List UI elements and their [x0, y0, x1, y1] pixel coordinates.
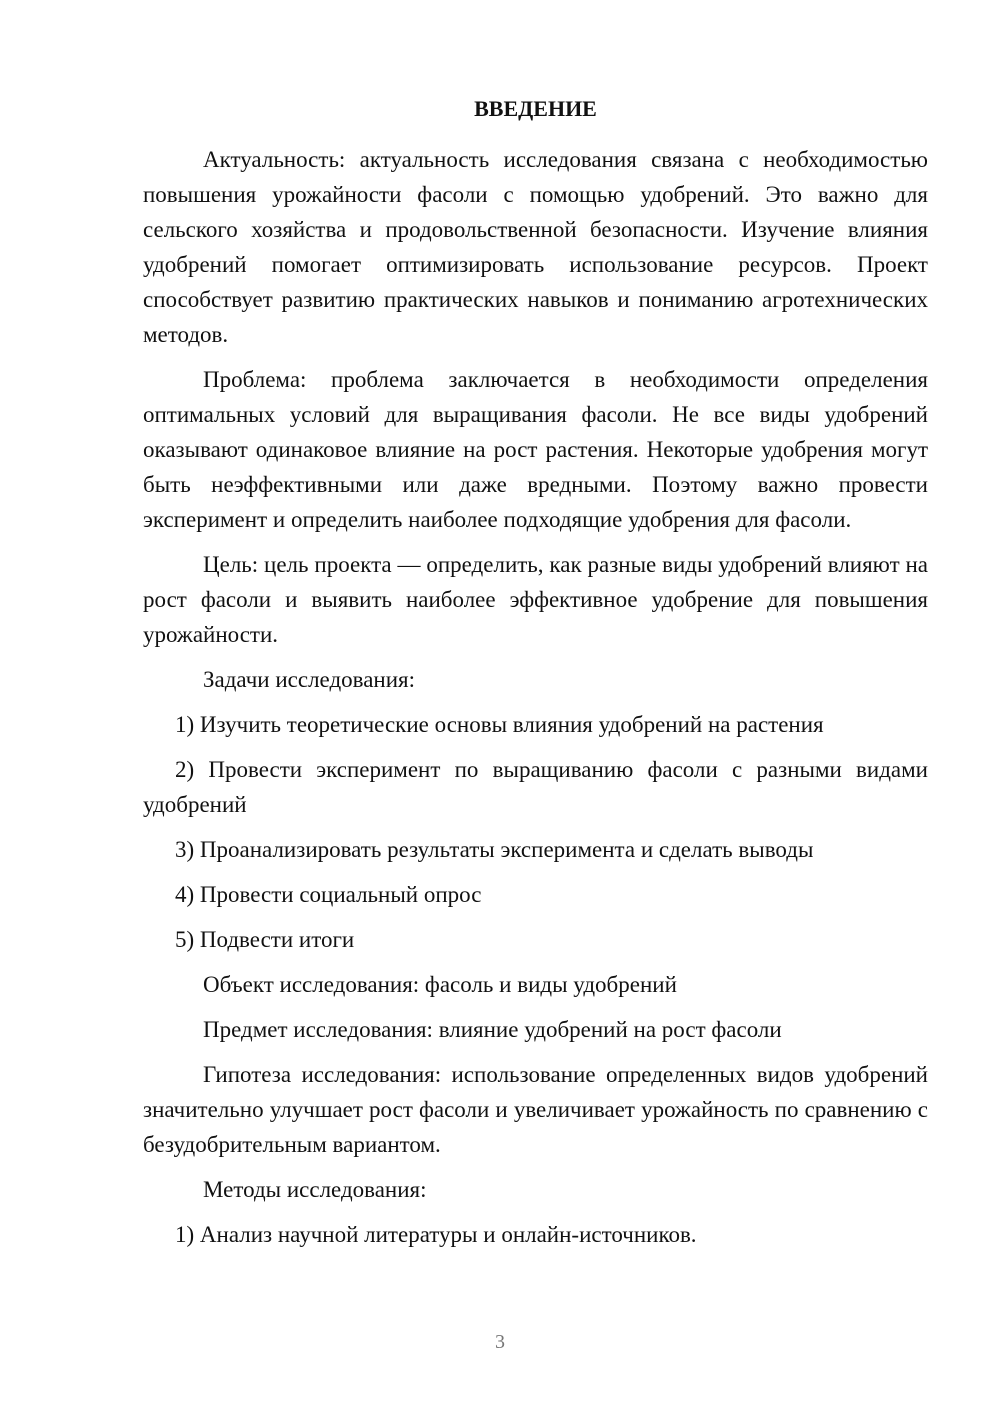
methods-heading: Методы исследования: [203, 1177, 427, 1202]
tasks-heading: Задачи исследования: [203, 667, 416, 692]
relevance-paragraph: Актуальность: актуальность исследования связана с необходимостью повышения урожайности фасоли с помощью удобрений. Это важно для сельского хозяйства и продовольственной безопасности. Изучение влияния удобрений помогает оптимизировать использование ресурсов. Проект способствует развитию практических навыков и пониманию агротехнических методов. [143, 147, 928, 347]
page-title: ВВЕДЕНИЕ [474, 96, 597, 121]
task-item-4: 4) Провести социальный опрос [175, 882, 482, 907]
problem-paragraph: Проблема: проблема заключается в необходимости определения оптимальных условий для выращивания фасоли. Не все виды удобрений оказывают одинаковое влияние на рост растения. Некоторые удобрения могут быть неэффективными или даже вредными. Поэтому важно провести эксперимент и определить наиболее подходящие удобрения для фасоли. [143, 367, 928, 532]
hypothesis-paragraph: Гипотеза исследования: использование определенных видов удобрений значительно улучшает рост фасоли и увеличивает урожайность по сравнению с безудобрительным вариантом. [143, 1062, 928, 1157]
task-item-1: 1) Изучить теоретические основы влияния удобрений на растения [175, 712, 824, 737]
task-item-3: 3) Проанализировать результаты эксперимента и сделать выводы [175, 837, 814, 862]
subject-paragraph: Предмет исследования: влияние удобрений на рост фасоли [203, 1017, 782, 1042]
task-item-2: 2) Провести эксперимент по выращиванию фасоли с разными видами удобрений [143, 757, 928, 817]
object-paragraph: Объект исследования: фасоль и виды удобрений [203, 972, 677, 997]
method-item-1: 1) Анализ научной литературы и онлайн-источников. [175, 1222, 697, 1247]
page-number: 3 [495, 1331, 505, 1353]
task-item-5: 5) Подвести итоги [175, 927, 355, 952]
goal-paragraph: Цель: цель проекта — определить, как разные виды удобрений влияют на рост фасоли и выявить наиболее эффективное удобрение для повышения урожайности. [143, 552, 928, 647]
page-content [143, 92, 928, 1252]
